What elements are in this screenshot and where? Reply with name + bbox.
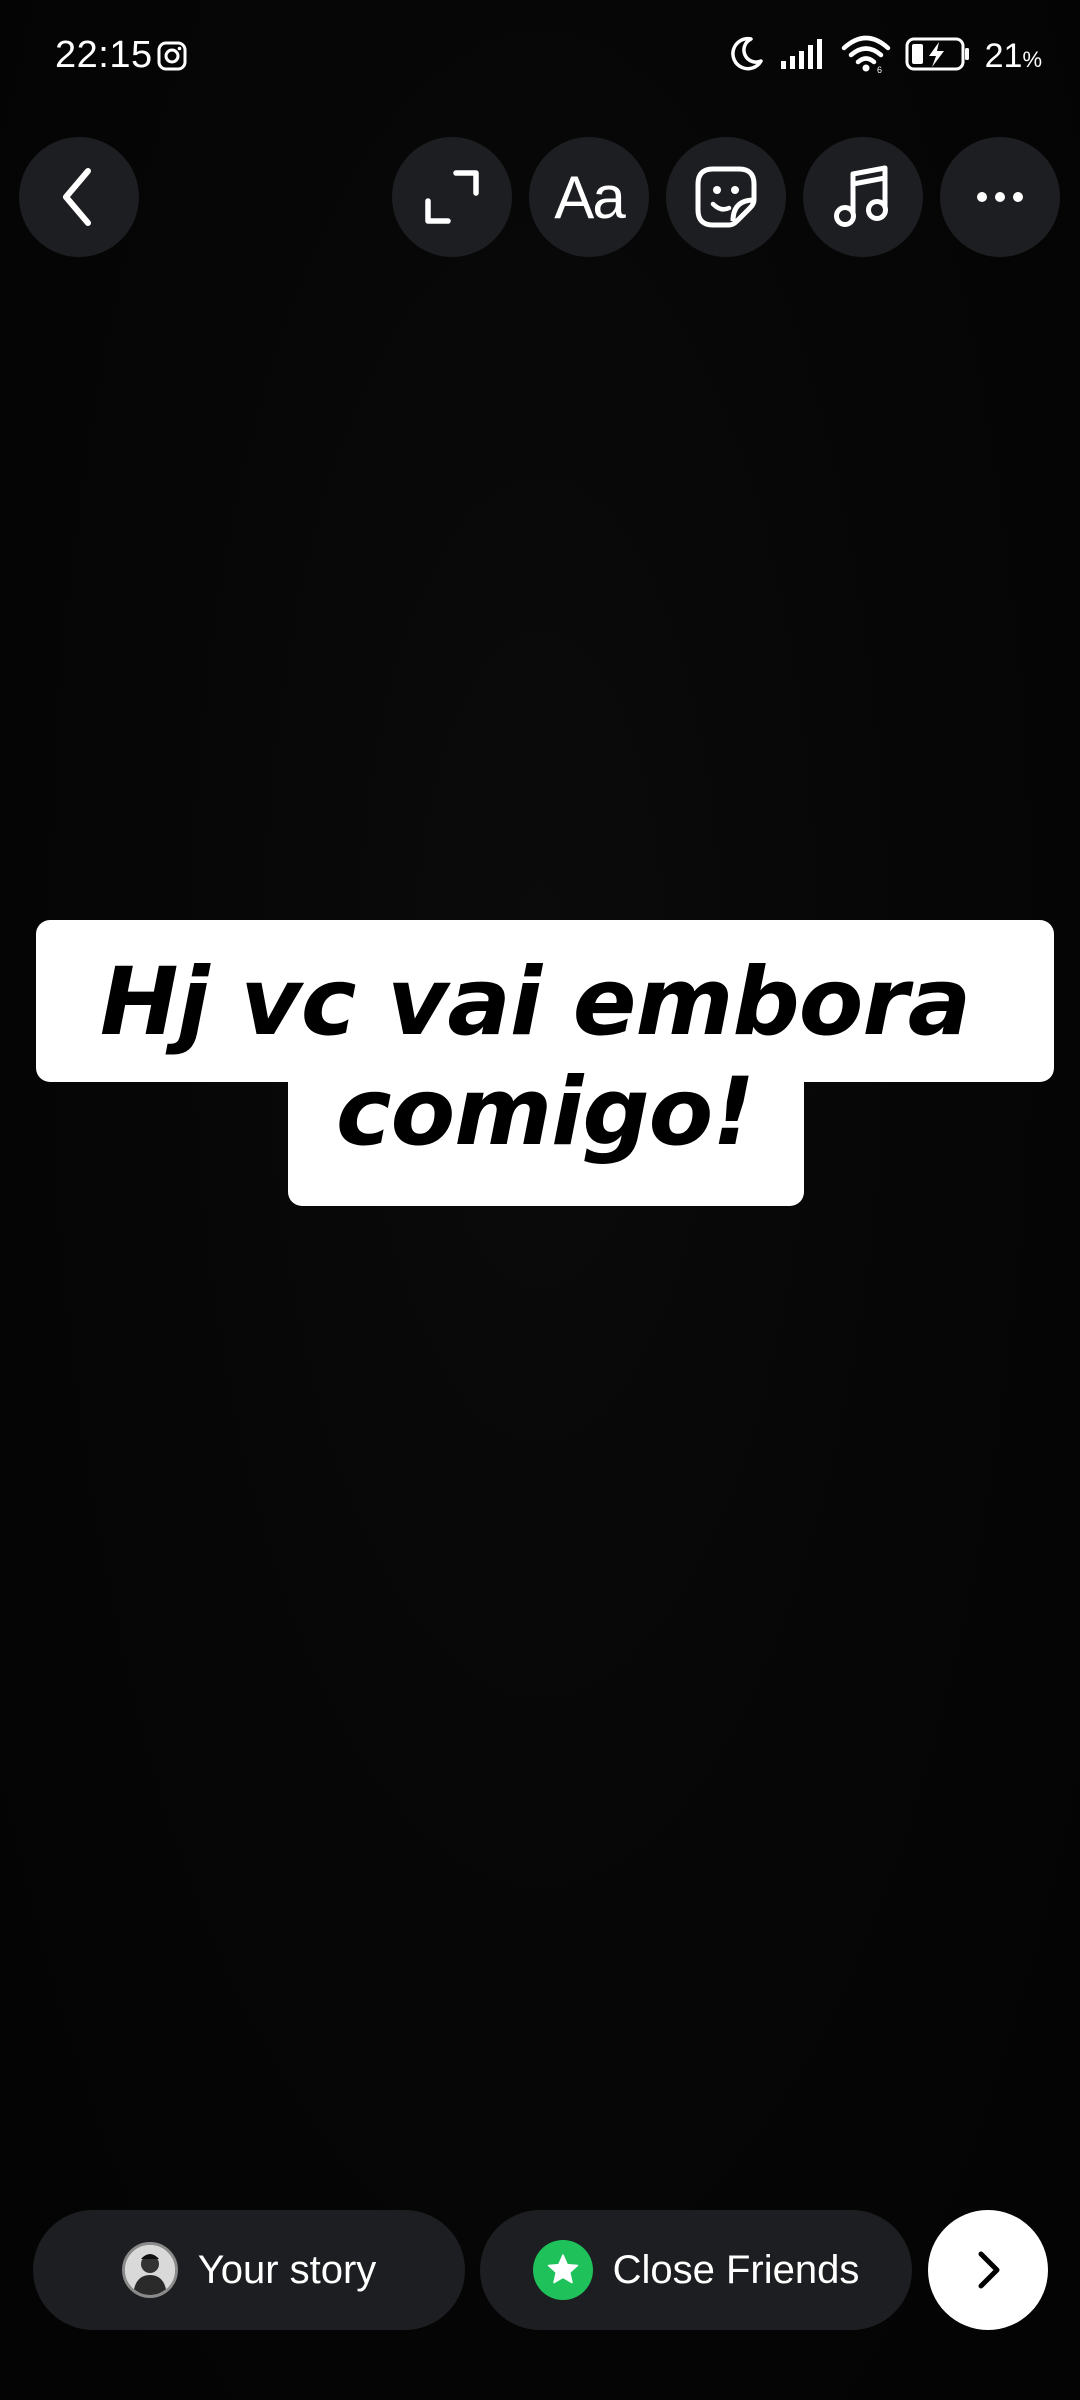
wifi-icon bbox=[841, 34, 891, 78]
text-tool-label: Aa bbox=[554, 163, 624, 231]
text-tool-button[interactable] bbox=[529, 137, 649, 257]
do-not-disturb-moon-icon bbox=[727, 35, 765, 77]
story-text-sticker[interactable] bbox=[36, 920, 1054, 1206]
expand-icon bbox=[422, 167, 482, 227]
battery-unit: % bbox=[1022, 46, 1042, 72]
status-icons bbox=[727, 34, 1042, 78]
music-button[interactable] bbox=[803, 137, 923, 257]
your-story-button[interactable] bbox=[33, 2210, 465, 2330]
story-text-line1: Hj vc vai embora bbox=[99, 948, 971, 1057]
battery-charging-icon bbox=[905, 36, 971, 76]
battery-value: 21 bbox=[984, 36, 1023, 75]
status-time: 22:15 bbox=[55, 34, 153, 76]
cellular-signal-icon bbox=[779, 37, 827, 75]
next-button[interactable] bbox=[928, 2210, 1048, 2330]
svg-text:6: 6 bbox=[876, 65, 882, 74]
star-icon bbox=[545, 2252, 581, 2288]
battery-percentage bbox=[985, 37, 1042, 76]
chevron-left-icon bbox=[54, 167, 104, 227]
sticker-icon bbox=[693, 164, 759, 230]
more-horizontal-icon bbox=[975, 190, 1025, 204]
close-friends-label: Close Friends bbox=[612, 2247, 860, 2292]
story-text-line2: comigo! bbox=[335, 1058, 755, 1167]
chevron-right-icon bbox=[971, 2248, 1005, 2292]
back-button[interactable] bbox=[19, 137, 139, 257]
sticker-button[interactable] bbox=[666, 137, 786, 257]
close-friends-button[interactable] bbox=[480, 2210, 912, 2330]
more-options-button[interactable] bbox=[940, 137, 1060, 257]
status-bar bbox=[0, 0, 1080, 116]
your-story-label: Your story bbox=[197, 2247, 377, 2292]
close-friends-badge bbox=[533, 2240, 593, 2300]
expand-button[interactable] bbox=[392, 137, 512, 257]
profile-photo bbox=[125, 2245, 175, 2295]
avatar bbox=[122, 2242, 178, 2298]
music-note-icon bbox=[833, 164, 893, 230]
instagram-notification-icon bbox=[157, 41, 187, 71]
